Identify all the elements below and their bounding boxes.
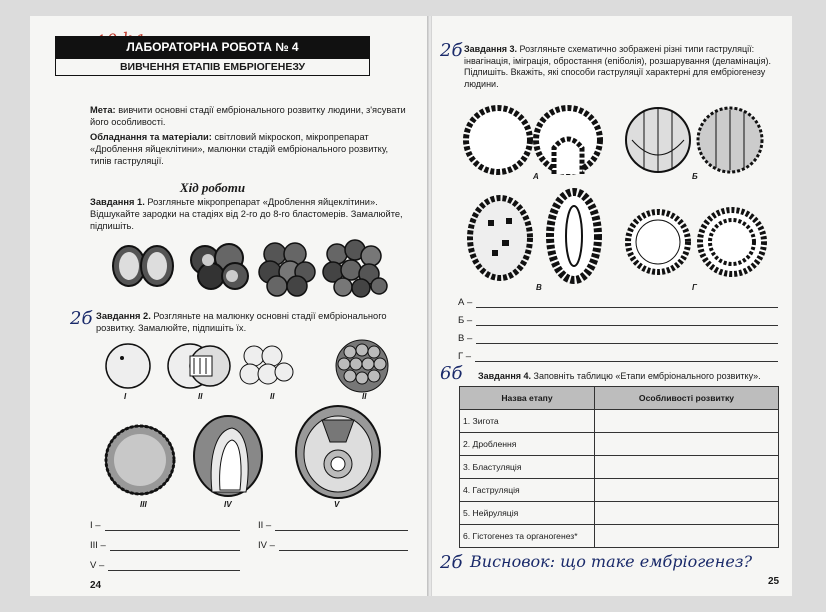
task1-text: Розгляньте мікропрепарат «Дроблення яйцеклітини». Відшукайте зародки на стадіях від 2-го до 8-го бластомерів. Замалюйте, підпишіть. <box>90 197 403 231</box>
two-cell-stage <box>113 246 173 286</box>
two-blastomere-drawing <box>168 344 230 388</box>
task4-paragraph <box>478 370 778 382</box>
zygote-drawing <box>106 344 150 388</box>
table-row <box>460 433 779 456</box>
task2-text: Розгляньте на малюнку основні стадії ембріонального розвитку. Замалюйте, підпишіть їх. <box>96 311 387 333</box>
stage-name-cell: 4. Гаструляція <box>460 479 595 502</box>
gastrula-drawing <box>194 416 262 496</box>
stage-features-cell[interactable] <box>595 502 779 525</box>
embryo-stages-table <box>459 386 779 548</box>
conclusion-handwritten-score: 2б <box>440 552 463 573</box>
immigration-drawing <box>470 192 598 280</box>
answer-line-iv[interactable] <box>258 540 408 551</box>
task4-text: Заповніть таблицю «Етапи ембріонального розвитку». <box>533 371 761 381</box>
gastrulation-answer-a[interactable] <box>458 297 778 308</box>
stage-name-cell: 2. Дроблення <box>460 433 595 456</box>
task1-label: Завдання 1. <box>90 197 145 207</box>
lab-subtitle: ВИВЧЕННЯ ЕТАПІВ ЕМБРІОГЕНЕЗУ <box>55 58 370 76</box>
task2-label: Завдання 2. <box>96 311 151 321</box>
answer-line-label: Г – <box>458 351 472 362</box>
stage-name-cell: 1. Зигота <box>460 410 595 433</box>
stages-top-figure <box>100 338 400 402</box>
gastrulation-label-b: Б <box>692 172 698 181</box>
task3-handwritten-score: 2б <box>440 40 463 61</box>
table-header-row <box>460 387 779 410</box>
left-page <box>30 16 428 596</box>
gastrulation-answer-v[interactable] <box>458 333 778 344</box>
goal-label: Мета: <box>90 105 116 115</box>
answer-line-i[interactable] <box>90 520 240 531</box>
answer-line-label: IV – <box>258 540 275 551</box>
neurula-drawing <box>296 406 380 498</box>
task3-paragraph <box>464 44 782 90</box>
stage-features-cell[interactable] <box>595 525 779 548</box>
answer-line-ii[interactable] <box>258 520 408 531</box>
gastrulation-answer-g[interactable] <box>458 351 778 362</box>
stage-name-cell: 3. Бластуляція <box>460 456 595 479</box>
answer-line-label: Б – <box>458 315 473 326</box>
stage-label-1: I <box>124 392 127 401</box>
table-row <box>460 456 779 479</box>
answer-line-label: III – <box>90 540 106 551</box>
stage-name-cell: 6. Гістогенез та органогенез* <box>460 525 595 548</box>
column-header-stage: Назва етапу <box>460 387 595 410</box>
four-blastomere-drawing <box>240 346 293 384</box>
task1-paragraph <box>90 196 410 232</box>
morula-drawing <box>336 340 388 392</box>
answer-line-v[interactable] <box>90 560 240 571</box>
stage-label-2: II <box>198 392 203 401</box>
four-cell-stage <box>191 244 248 289</box>
cleavage-figure <box>105 236 395 298</box>
equipment-text: світловий мікроскоп, мікропрепарат «Дроблення яйцеклітини», малюнки стадій ембріонального розвитку, типів гаструляції. <box>90 132 389 166</box>
right-page-number: 25 <box>768 576 780 587</box>
gastrulation-figure <box>462 100 782 290</box>
delamination-drawing <box>628 210 764 274</box>
table-row <box>460 479 779 502</box>
column-header-features: Особливості розвитку <box>595 387 779 410</box>
stage-features-cell[interactable] <box>595 433 779 456</box>
stage-features-cell[interactable] <box>595 410 779 433</box>
task2-paragraph <box>96 310 410 334</box>
table-row <box>460 502 779 525</box>
goal-text: вивчити основні стадії ембріонального розвитку людини, з'ясувати його особливості. <box>90 105 406 127</box>
stage-name-cell: 5. Нейруляція <box>460 502 595 525</box>
goal-paragraph <box>90 104 410 128</box>
stage-label-3: II <box>270 392 275 401</box>
morula-stage <box>323 240 387 297</box>
gastrulation-label-a: А <box>533 172 539 181</box>
stage-features-cell[interactable] <box>595 456 779 479</box>
answer-line-label: II – <box>258 520 272 531</box>
equipment-paragraph <box>90 131 410 167</box>
answer-line-label: V – <box>90 560 105 571</box>
stage-label-6: IV <box>224 500 232 509</box>
gastrulation-label-g: Г <box>692 283 697 292</box>
task3-text: Розгляньте схематично зображені різні типи гаструляції: інвагінація, іміграція, обростання (епіболія), розшарування (деламінація). Підпишіть. Вкажіть, які способи гаструляції характерні для ембріогенезу людини. <box>464 44 771 89</box>
conclusion-handwritten: Висновок: що таке ембріогенез? <box>470 552 753 571</box>
table-row <box>460 525 779 548</box>
task4-handwritten-score: 6б <box>440 363 463 384</box>
invagination-drawing <box>466 108 600 174</box>
task2-handwritten-score: 2б <box>70 308 93 329</box>
stage-label-4: II <box>362 392 367 401</box>
gastrulation-answer-b[interactable] <box>458 315 778 326</box>
blastula-drawing <box>106 426 174 494</box>
task3-label: Завдання 3. <box>464 44 518 54</box>
answer-line-label: А – <box>458 297 473 308</box>
left-page-number: 24 <box>90 580 102 591</box>
eight-cell-stage <box>259 243 315 296</box>
answer-line-iii[interactable] <box>90 540 240 551</box>
answer-line-label: В – <box>458 333 473 344</box>
gastrulation-label-v: В <box>536 283 542 292</box>
task4-label: Завдання 4. <box>478 371 532 381</box>
progress-heading: Хід роботи <box>179 180 246 195</box>
epiboly-drawing <box>626 108 762 172</box>
table-row <box>460 410 779 433</box>
stage-label-7: V <box>334 500 340 509</box>
equipment-label: Обладнання та матеріали: <box>90 132 212 142</box>
answer-line-label: I – <box>90 520 101 531</box>
stages-bottom-figure <box>100 402 390 502</box>
stage-label-5: III <box>140 500 147 509</box>
lab-title: ЛАБОРАТОРНА РОБОТА № 4 <box>55 36 370 58</box>
stage-features-cell[interactable] <box>595 479 779 502</box>
